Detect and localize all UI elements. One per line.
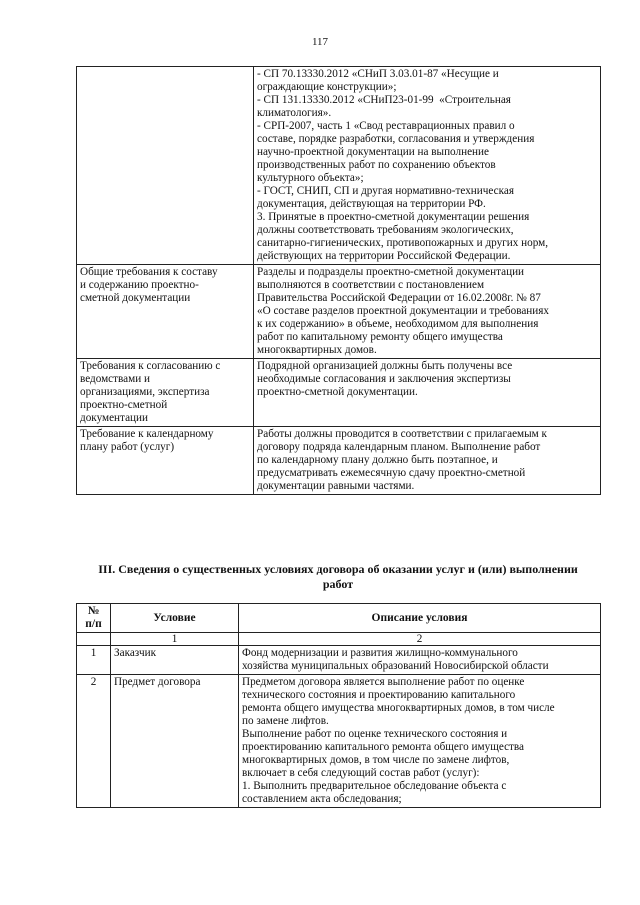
table-row [77,67,601,265]
label-line: Требование к календарному [80,428,214,440]
text-cell [254,67,601,265]
header-num-line: п/п [85,618,102,630]
label-line: плану работ (услуг) [80,441,175,453]
condition-cell: Предмет договора [111,675,239,808]
text-cell [254,265,601,359]
label-cell [77,265,254,359]
label-line: проектно-сметной [80,399,168,411]
text-line: проектированию капитального ремонта общего имущества [242,741,525,753]
header-num-line: № [87,605,100,617]
requirements-table [76,66,601,495]
text-line: санитарно-гигиенических, противопожарных и других норм, [257,237,549,249]
text-line: - СРП-2007, часть 1 «Свод реставрационных правил о [257,120,515,132]
text-line: предусматривать ежемесячную сдачу проектно-сметной [257,467,526,479]
row-number: 1 [77,646,111,675]
text-line: проектно-сметной документации. [257,386,418,398]
text-line: Фонд модернизации и развития жилищно-коммунального [242,647,518,659]
contract-conditions-table [76,603,601,808]
label-line: Требования к согласованию с [80,360,221,372]
text-line: хозяйства муниципальных образований Новосибирской области [242,660,549,672]
text-line: Предметом договора является выполнение работ по оценке [242,676,525,688]
label-line: сметной документации [80,292,191,304]
table-row [77,265,601,359]
table-row [77,675,601,808]
section-title-line: работ [322,577,354,591]
text-line: по календарному плану должно быть поэтапное, и [257,454,498,466]
text-line: научно-проектной документации на выполнение [257,146,489,158]
row-number: 2 [77,675,111,808]
description-cell [239,675,601,808]
text-line: технического состояния и проектированию капитального [242,689,516,701]
text-line: к их содержанию» в объеме, необходимом для выполнения [257,318,539,330]
index-cell: 2 [239,633,601,646]
text-line: культурного объекта»; [257,172,364,184]
text-line: Разделы и подразделы проектно-сметной документации [257,266,525,278]
text-line: - СП 70.13330.2012 «СНиП 3.03.01-87 «Несущие и [257,68,499,80]
text-line: Подрядной организацией должны быть получены все [257,360,513,372]
label-line: и содержанию проектно- [80,279,199,291]
label-cell [77,67,254,265]
text-line: многоквартирных домов, в том числе по замене лифтов, [242,754,510,766]
text-line: документации равными частями. [257,480,415,492]
index-cell: 1 [111,633,239,646]
text-line: включает в себя следующий состав работ (услуг): [242,767,480,779]
table-row [77,646,601,675]
page-number: 117 [311,36,329,48]
index-row [77,633,601,646]
text-line: составлением акта обследования; [242,793,402,805]
text-cell [254,359,601,427]
table-row [77,427,601,495]
label-line: документации [80,412,148,424]
text-line: Работы должны проводится в соответствии с прилагаемым к [257,428,547,440]
text-line: 1. Выполнить предварительное обследование объекта с [242,780,507,792]
text-line: ограждающие конструкции»; [257,81,397,93]
label-line: ведомствами и [80,373,150,385]
text-line: договору подряда календарным планом. Выполнение работ [257,441,541,453]
text-line: ремонта общего имущества многоквартирных домов, в том числе [242,702,555,714]
text-line: климатология». [257,107,332,119]
header-num [77,604,111,633]
section-title-line: III. Сведения о существенных условиях договора об оказании услуг и (или) выполнении [98,562,578,576]
text-line: действующих на территории Российской Федерации. [257,250,511,262]
header-row [77,604,601,633]
header-description: Описание условия [239,604,601,633]
label-line: Общие требования к составу [80,266,218,278]
text-line: документация, действующая на территории РФ. [257,198,486,210]
text-line: выполняются в соответствии с постановлением [257,279,485,291]
label-cell [77,359,254,427]
text-line: необходимые согласования и заключения экспертизы [257,373,511,385]
header-condition: Условие [111,604,239,633]
text-line: по замене лифтов. [242,715,329,727]
text-cell [254,427,601,495]
description-cell [239,646,601,675]
text-line: Выполнение работ по оценке технического состояния и [242,728,508,740]
text-line: «О составе разделов проектной документации и требованиях [257,305,550,317]
table-row [77,359,601,427]
text-line: работ по капитальному ремонту общего имущества [257,331,503,343]
text-line: составе, порядке разработки, согласования и утверждения [257,133,535,145]
label-line: организациями, экспертиза [80,386,210,398]
label-cell [77,427,254,495]
condition-cell: Заказчик [111,646,239,675]
index-cell-empty [77,633,111,646]
text-line: производственных работ по сохранению объектов [257,159,496,171]
text-line: многоквартирных домов. [257,344,377,356]
text-line: - ГОСТ, СНИП, СП и другая нормативно-техническая [257,185,514,197]
text-line: - СП 131.13330.2012 «СНиП23-01-99 «Строительная [257,94,511,106]
section-title [76,562,600,592]
text-line: Правительства Российской Федерации от 16.02.2008г. № 87 [257,292,541,304]
text-line: 3. Принятые в проектно-сметной документации решения [257,211,530,223]
text-line: должны соответствовать требованиям экологических, [257,224,514,236]
